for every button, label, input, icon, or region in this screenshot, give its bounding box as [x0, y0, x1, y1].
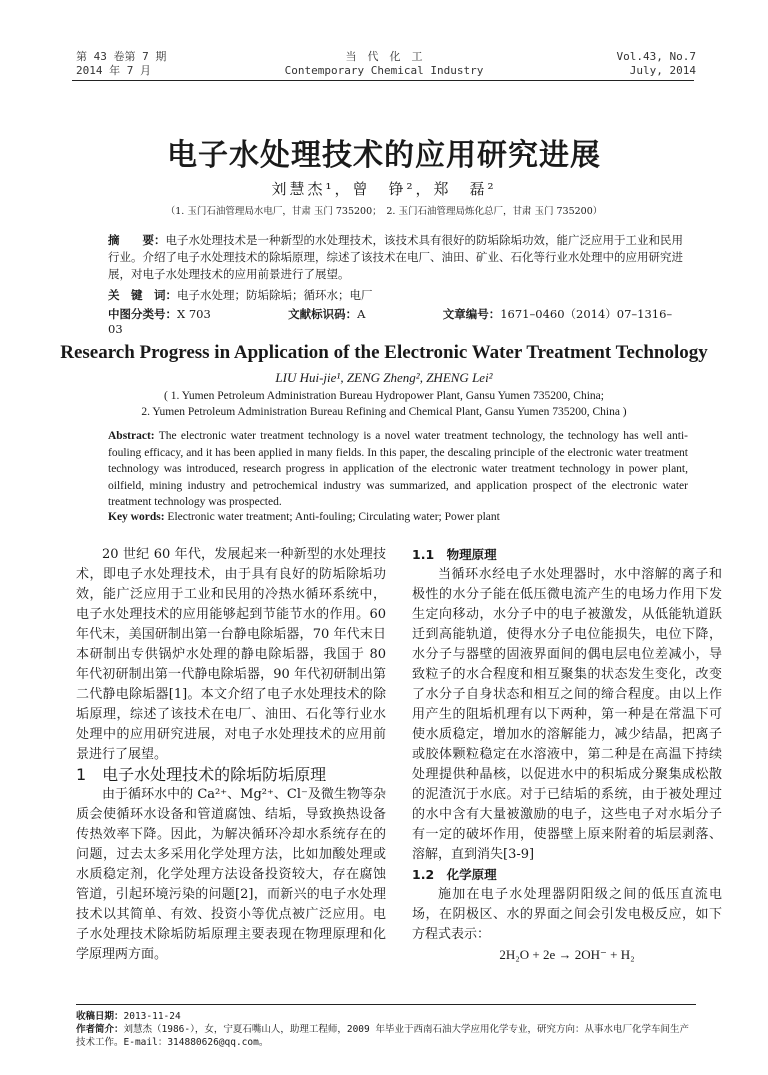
footnote-rule — [76, 1004, 696, 1005]
intro-paragraph: 20 世纪 60 年代，发展起来一种新型的水处理技术，即电子水处理技术，由于具有良好的防垢除垢功效，能广泛应用于工业和民用的冷热水循环系统中，电子水处理技术的应用能够起到节能节水的作用。60 年代末，美国研制出第一台静电除垢器，70 年代末日本研制出专供锅炉水处理的静电除垢器，我国于 80 年代初研制出第一代静电除垢器，90 年代初研制出第二代静电除垢器[1]。本文介绍了电子水处理技术的除垢原理，综述了该技术在电厂、油田、石化等行业水处理中的应用研究进展，对电子水处理技术的应用前景进行了展望。 — [76, 547, 386, 762]
page-title: 电子水处理技术的应用研究进展 — [167, 138, 601, 173]
abstract-en-label: Abstract: — [108, 430, 155, 442]
affiliations-cn: （1. 玉门石油管理局水电厂，甘肃 玉门 735200； 2. 玉门石油管理局炼化总厂，甘肃 玉门 735200） — [165, 206, 603, 217]
article-no-label: 文章编号： — [442, 307, 501, 321]
header-right — [617, 50, 696, 78]
received-date — [76, 1010, 696, 1023]
journal-name-cn: 当 代 化 工 — [345, 50, 423, 63]
keywords-en — [108, 511, 688, 523]
author-bio-label: 作者简介： — [76, 1024, 124, 1035]
title-en: Research Progress in Application of the Electronic Water Treatment Technology — [60, 342, 708, 363]
author-bio-text: 刘慧杰（1986-），女，宁夏石嘴山人，助理工程师，2009 年毕业于西南石油大学应用化学专业，研究方向：从事水电厂化学车间生产技术工作。E-mail：314880626@qq.com。 — [76, 1024, 689, 1048]
header-left — [76, 50, 166, 78]
keywords-cn-label: 关 键 词： — [108, 288, 177, 302]
authors-cn: 刘慧杰¹，曾 铮²，郑 磊² — [271, 180, 497, 198]
footnote — [76, 1010, 696, 1049]
keywords-cn — [108, 287, 686, 303]
equation: 2H₂O + 2e → 2OH⁻ + H₂ — [499, 947, 635, 962]
affiliation-en-2: 2. Yumen Petroleum Administration Bureau Refining and Chemical Plant, Gansu Yumen 735200, China ) — [141, 406, 627, 418]
doc-code-value: A — [357, 307, 366, 321]
received-value: 2013-11-24 — [123, 1011, 181, 1022]
keywords-en-text: Electronic water treatment; Anti-fouling; Circulating water; Power plant — [167, 511, 500, 523]
keywords-en-label: Key words: — [108, 511, 165, 523]
received-label: 收稿日期： — [76, 1011, 124, 1022]
subsection-1-1-paragraph: 当循环水经电子水处理器时，水中溶解的离子和极性的水分子能在低压微电流产生的电场力作用下发生定向移动，水分子中的电子被激发，从低能轨道跃迁到高能轨道，使得水分子电位能损失，电位下降，水分子与器壁的固液界面间的偶电层电位差减小，导致粒子的水合程度和相互聚集的状态发生变化，改变了水分子自身状态和相互之间的缔合程度。由以上作用产生的阻垢机理有以下两种，第一种是在常温下可使水质稳定，增加水的溶解能力，减少结晶，把离子或胶体颗粒稳定在水溶液中，第二种是在高温下持续处理提供种晶核，以促进水中的积垢成分聚集成松散的泥渣沉于水底。对于已结垢的系统，由于被处理过的水中含有大量被激励的电子，这些电子对水垢分子有一定的破坏作用，使器壁上原来附着的垢层剥落、溶解，直到消失[3-9] — [412, 567, 722, 862]
volume-issue-en: Vol.43, No.7 — [616, 50, 696, 63]
keywords-cn-text: 电子水处理；防垢除垢；循环水；电厂 — [177, 288, 373, 302]
body-right-column — [412, 545, 722, 965]
clc-value: X 703 — [177, 307, 211, 321]
issue-date-en: July, 2014 — [629, 64, 696, 77]
subsection-1-2-heading: 1.2 化学原理 — [412, 867, 497, 882]
article-no-value: 1671–0460（2014）07–1316–03 — [108, 307, 673, 336]
author-bio — [76, 1023, 696, 1049]
abstract-cn — [108, 232, 686, 283]
header-rule — [72, 80, 694, 81]
abstract-en-text: The electronic water treatment technology is a novel water treatment technology, the technology has well anti-fouling efficacy, and it has been applied in many fields. In this paper, the descaling principle of the electronic water treatment technology was introduced, research progress in application of the electronic water treatment technology in power plant, oilfield, mining industry and petrochemical industry was summarized, and application prospect of the electronic water treatment technology was prospected. — [108, 430, 688, 508]
abstract-cn-label: 摘 要： — [108, 233, 166, 247]
journal-name-en: Contemporary Chemical Industry — [284, 64, 484, 77]
clc-label: 中图分类号： — [108, 307, 177, 321]
subsection-1-1-heading: 1.1 物理原理 — [412, 547, 497, 562]
classification-row — [108, 306, 686, 336]
volume-issue: 第 43 卷第 7 期 — [76, 50, 167, 63]
authors-en: LIU Hui-jie¹, ZENG Zheng², ZHENG Lei² — [275, 370, 493, 385]
body-left-column — [76, 545, 386, 965]
affiliation-en-1: ( 1. Yumen Petroleum Administration Bureau Hydropower Plant, Gansu Yumen 735200, China; — [164, 390, 604, 402]
section-1-heading: 1 电子水处理技术的除垢防垢原理 — [76, 765, 327, 784]
doc-code-label: 文献标识码： — [288, 307, 358, 321]
section-1-paragraph: 由于循环水中的 Ca²⁺、Mg²⁺、Cl⁻及微生物等杂质会使循环水设备和管道腐蚀、结垢，导致换热设备传热效率下降。因此，为解决循环冷却水系统存在的问题，过去太多采用化学处理方法，比如加酸处理或水质稳定剂，化学处理方法设备投资较大，存在腐蚀管道，引起环境污染的问题[2]，而新兴的电子水处理技术以其简单、有效、投资小等优点被广泛应用。电子水处理技术除垢防垢原理主要表现在物理原理和化学原理两方面。 — [76, 787, 386, 962]
issue-date: 2014 年 7 月 — [76, 64, 151, 77]
header-center — [234, 50, 534, 78]
abstract-cn-text: 电子水处理技术是一种新型的水处理技术，该技术具有很好的防垢除垢功效，能广泛应用于工业和民用行业。介绍了电子水处理技术的除垢原理，综述了该技术在电厂、油田、矿业、石化等行业水处理中的应用研究进展，对电子水处理技术的应用前景进行了展望。 — [108, 233, 683, 281]
abstract-en — [108, 428, 688, 511]
subsection-1-2-paragraph: 施加在电子水处理器阴阳级之间的低压直流电场，在阴极区、水的界面之间会引发电极反应，如下方程式表示： — [412, 887, 722, 942]
